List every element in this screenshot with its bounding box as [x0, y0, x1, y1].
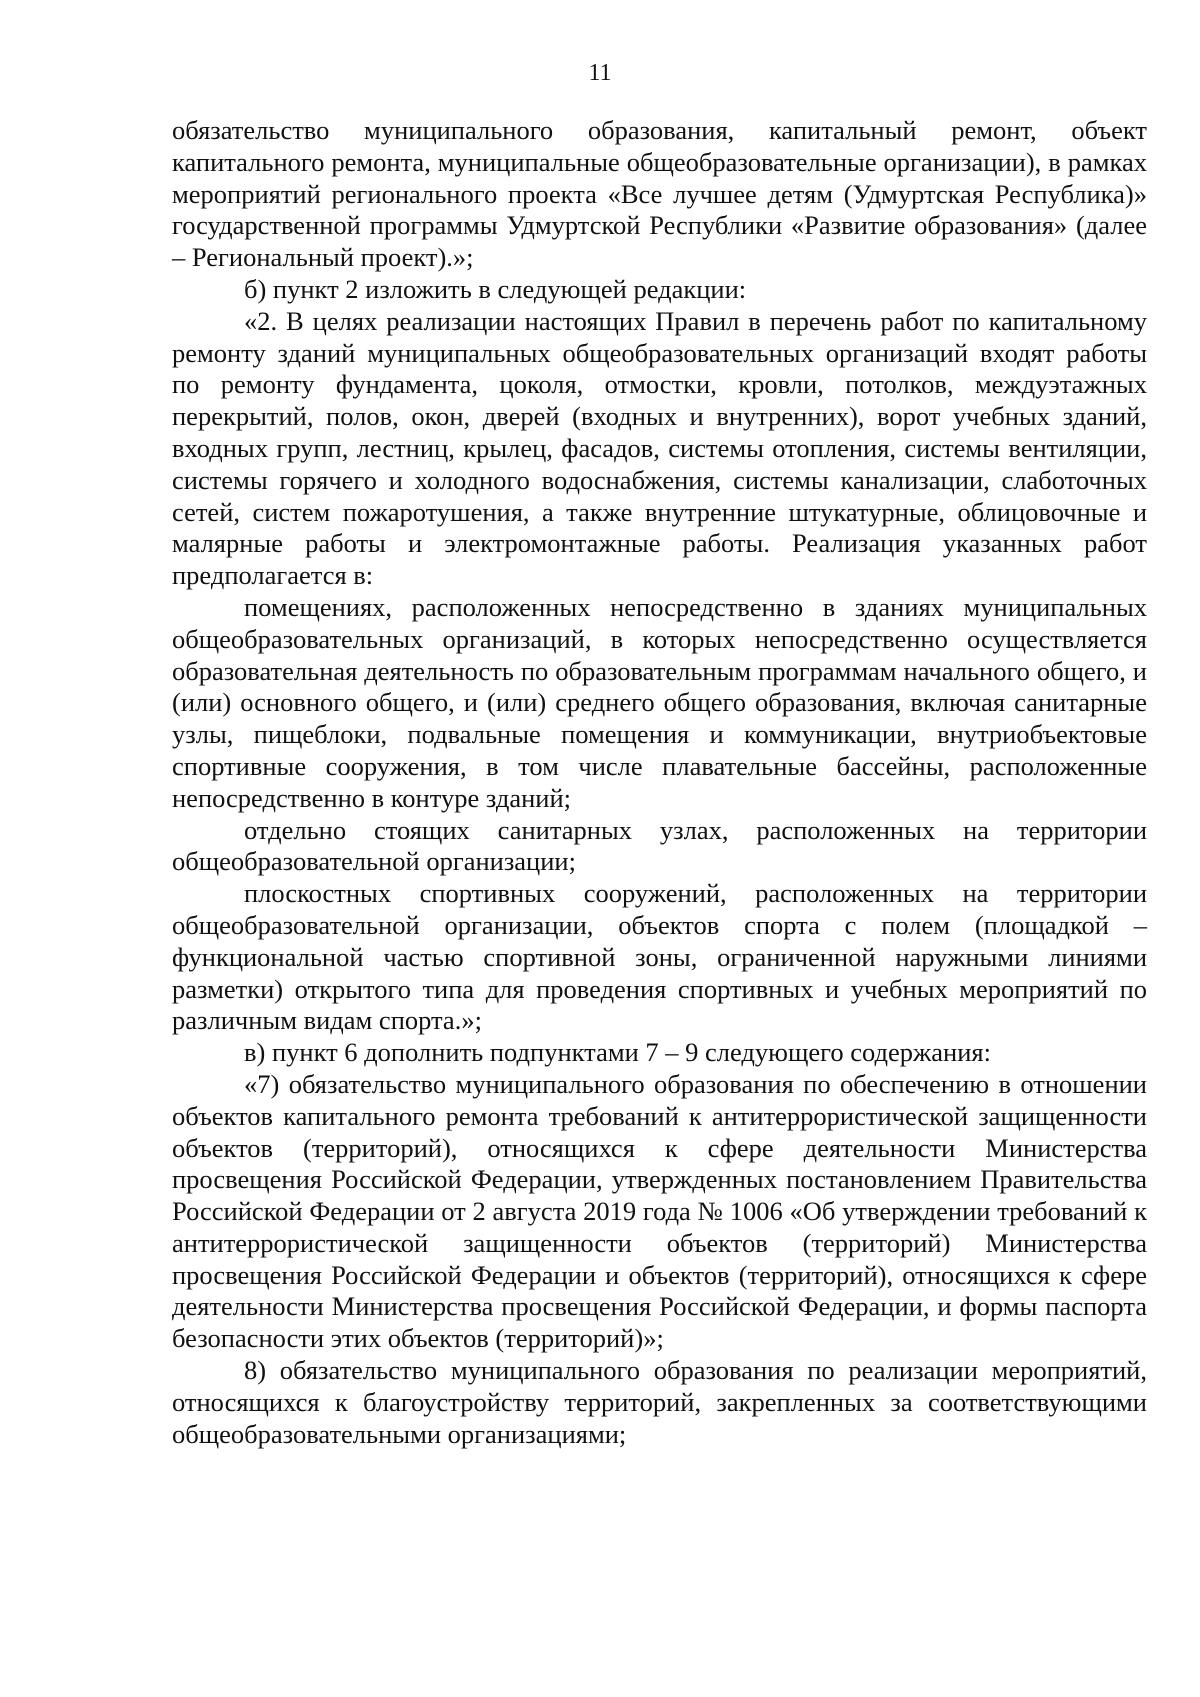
paragraph-continuation: обязательство муниципального образования, капитальный ремонт, объект капитального ремонта, муниципальные общеобразовательные организации), в рамках мероприятий регионального проекта «Все лучшее детям (Удмуртская Республика)» государственной программы Удмуртской Республики «Развитие образования» (далее – Региональный проект).»; — [172, 115, 1147, 273]
paragraph-subpoint-v: в) пункт 6 дополнить подпунктами 7 – 9 следующего содержания: — [244, 1037, 991, 1068]
paragraph-subpoint-b: б) пункт 2 изложить в следующей редакции: — [244, 273, 747, 304]
paragraph-subpoint-7: «7) обязательство муниципального образования по обеспечению в отношении объектов капитального ремонта требований к антитеррористической защищенности объектов (территорий), относящихся к сфере деятельности Министерства просвещения Российской Федерации, утвержденных постановлением Правительства Российской Федерации от 2 августа 2019 года № 1006 «Об утверждении требований к антитеррористической защищенности объектов (территорий) Министерства просвещения Российской Федерации и объектов (территорий), относящихся к сфере деятельности Министерства просвещения Российской Федерации, и формы паспорта безопасности этих объектов (территорий)»; — [172, 1068, 1147, 1354]
paragraph-subpoint-8: 8) обязательство муниципального образования по реализации мероприятий, относящихся к благоустройству территорий, закрепленных за соответствующими общеобразовательными организациями; — [172, 1355, 1147, 1449]
paragraph-point-2: «2. В целях реализации настоящих Правил в перечень работ по капитальному ремонту зданий муниципальных общеобразовательных организаций входят работы по ремонту фундамента, цоколя, отмостки, кровли, потолков, междуэтажных перекрытий, полов, окон, дверей (входных и внутренних), ворот учебных зданий, входных групп, лестниц, крылец, фасадов, системы отопления, системы вентиляции, системы горячего и холодного водоснабжения, системы канализации, слаботочных сетей, систем пожаротушения, а также внутренние штукатурные, облицовочные и малярные работы и электромонтажные работы. Реализация указанных работ предполагается в: — [172, 305, 1147, 591]
paragraph-sports-facilities: плоскостных спортивных сооружений, расположенных на территории общеобразовательной организации, объектов спорта с полем (площадкой – функциональной частью спортивной зоны, ограниченной наружными линиями разметки) открытого типа для проведения спортивных и учебных мероприятий по различным видам спорта.»; — [172, 878, 1147, 1036]
paragraph-premises: помещениях, расположенных непосредственно в зданиях муниципальных общеобразовательных организаций, в которых непосредственно осуществляется образовательная деятельность по образовательным программам начального общего, и (или) основного общего, и (или) среднего общего образования, включая санитарные узлы, пищеблоки, подвальные помещения и коммуникации, внутриобъектовые спортивные сооружения, в том числе плавательные бассейны, расположенные непосредственно в контуре зданий; — [172, 591, 1147, 813]
document-body — [172, 115, 1147, 1450]
paragraph-sanitary-units: отдельно стоящих санитарных узлах, расположенных на территории общеобразовательной организации; — [172, 814, 1147, 877]
page-number: 11 — [588, 60, 612, 86]
